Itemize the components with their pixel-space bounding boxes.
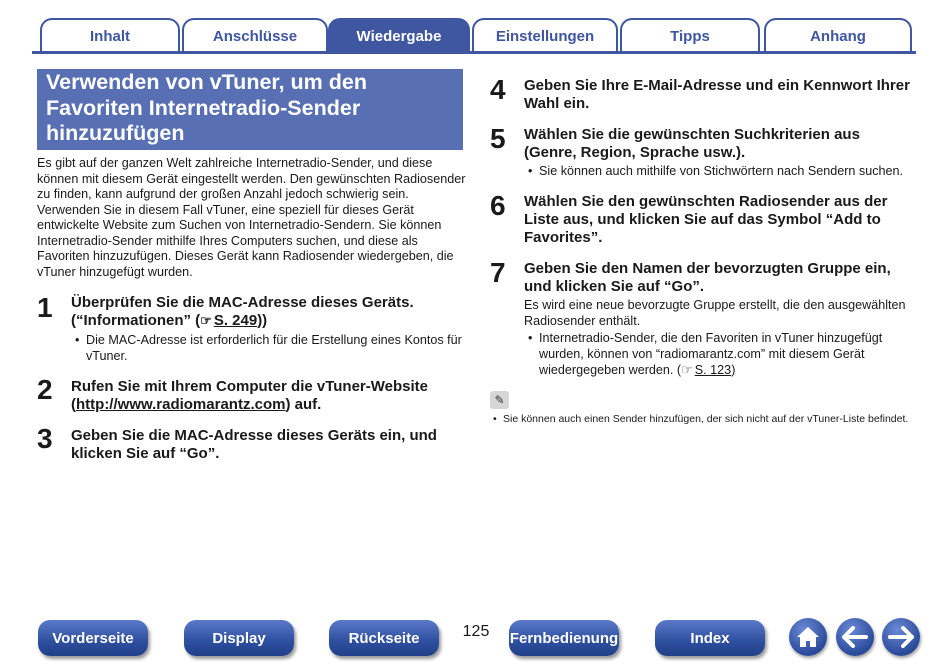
back-button[interactable] [836, 618, 874, 656]
tab-tipps[interactable] [620, 18, 760, 52]
tab-label: Wiedergabe [356, 27, 442, 45]
step-number: 3 [37, 423, 53, 454]
top-tab-bar [32, 14, 916, 54]
step-7 [490, 259, 920, 384]
pointing-hand-icon: ☞ [200, 313, 212, 328]
step-heading: Geben Sie die MAC-Adresse dieses Geräts ein, und klicken Sie auf “Go”. [71, 427, 437, 462]
step-number: 1 [37, 292, 53, 323]
step-heading: Geben Sie den Namen der bevorzugten Gruppe ein, und klicken Sie auf “Go”. [524, 260, 891, 295]
tab-anschluesse[interactable] [182, 18, 328, 52]
step-number: 6 [490, 190, 506, 221]
step-heading [71, 378, 467, 414]
page-reference-link[interactable] [681, 363, 731, 377]
step-heading: Wählen Sie den gewünschten Radiosender aus der Liste aus, und klicken Sie auf das Symbol “Add to Favorites”. [524, 193, 888, 246]
rear-panel-button[interactable] [329, 620, 439, 656]
step-6 [490, 192, 920, 252]
step-number: 7 [490, 257, 506, 288]
display-button[interactable] [184, 620, 294, 656]
step-number: 5 [490, 123, 506, 154]
step-bullet: • Die MAC-Adresse ist erforderlich für die Erstellung eines Kontos für vTuner. [71, 333, 467, 364]
step-heading-line-2: (“Informationen” ( [71, 312, 201, 329]
pointing-hand-icon: ☞ [681, 362, 693, 377]
button-label: Index [690, 629, 730, 647]
section-title-box [37, 69, 463, 150]
tab-label: Anschlüsse [212, 27, 298, 45]
button-label: Rückseite [348, 629, 420, 647]
step-bullet-text: Internetradio-Sender, die den Favoriten in vTuner hinzugefügt wurden, können von “radiomarantz.com” mit diesem Gerät wiedergegeben werden. ( [539, 331, 883, 377]
tab-wiedergabe[interactable] [328, 18, 470, 52]
step-heading-close: )) [257, 312, 268, 329]
tab-einstellungen[interactable] [472, 18, 618, 52]
step-heading-open: ( [71, 396, 76, 413]
button-label: Display [212, 629, 266, 647]
step-number: 2 [37, 374, 53, 405]
step-bullet-close: ) [731, 363, 736, 377]
tab-label: Einstellungen [495, 27, 595, 45]
step-2 [37, 376, 467, 416]
step-heading-line-1: Überprüfen Sie die MAC-Adresse dieses Geräts. [71, 294, 414, 311]
arrow-left-icon [842, 626, 868, 648]
step-heading [71, 294, 467, 330]
tab-baseline [32, 51, 916, 54]
tab-label: Inhalt [90, 27, 130, 45]
remote-control-button[interactable] [509, 620, 619, 656]
note-text: • Sie können auch einen Sender hinzufügen, der sich nicht auf der vTuner-Liste befindet. [491, 413, 911, 427]
step-5 [490, 125, 920, 185]
step-1 [37, 294, 467, 374]
button-label: Fernbedienung [509, 629, 619, 647]
tab-label: Anhang [810, 27, 866, 45]
pencil-icon: ✎ [490, 391, 509, 409]
page-reference-label: S. 249 [213, 312, 258, 329]
arrow-right-icon [888, 626, 914, 648]
step-4 [490, 76, 920, 116]
front-panel-button[interactable] [38, 620, 148, 656]
page-number: 125 [462, 623, 490, 640]
step-paragraph: Es wird eine neue bevorzugte Gruppe erstellt, die den ausgewählten Radiosender enthält. [524, 298, 906, 328]
step-bullet [524, 331, 909, 379]
page-reference-link[interactable] [200, 312, 257, 329]
forward-button[interactable] [882, 618, 920, 656]
index-button[interactable] [655, 620, 765, 656]
step-bullet: • Sie können auch mithilfe von Stichwörtern nach Sendern suchen. [524, 164, 920, 180]
step-heading: Geben Sie Ihre E-Mail-Adresse und ein Kennwort Ihrer Wahl ein. [524, 77, 910, 112]
tab-label: Tipps [670, 27, 710, 45]
step-heading-line-1: Rufen Sie mit Ihrem Computer die vTuner-Website [71, 378, 428, 395]
home-button[interactable] [789, 618, 827, 656]
vtuner-website-link[interactable]: http://www.radiomarantz.com [76, 396, 286, 413]
button-label: Vorderseite [52, 629, 134, 647]
page-reference-label: S. 123 [694, 363, 732, 377]
tab-inhalt[interactable] [40, 18, 180, 52]
step-heading: Wählen Sie die gewünschten Suchkriterien aus (Genre, Region, Sprache usw.). [524, 126, 860, 161]
tab-anhang[interactable] [764, 18, 912, 52]
step-3 [37, 425, 467, 465]
home-icon [795, 625, 821, 649]
step-heading-close: ) auf. [285, 396, 322, 413]
page-title: Verwenden von vTuner, um den Favoriten Internetradio-Sender hinzuzufügen [46, 70, 367, 145]
intro-paragraph: Es gibt auf der ganzen Welt zahlreiche Internetradio-Sender, und diese können mit diesem Gerät eingestellt werden. Den gewünschten Radiosender zu finden, kann aufgrund der großen Anzahl jedoch schwierig sein. Verwenden Sie in diesem Fall vTuner, eine speziell für dieses Gerät entwickelte Website zum Suchen von Internetradio-Sendern. Sie können Internetradio-Sender mithilfe Ihres Computers suchen, und diese als Favoriten hinzuzufügen. Dieses Gerät kann Radiosender wiedergeben, die vTuner hinzugefügt wurden. [37, 156, 466, 279]
step-number: 4 [490, 74, 506, 105]
